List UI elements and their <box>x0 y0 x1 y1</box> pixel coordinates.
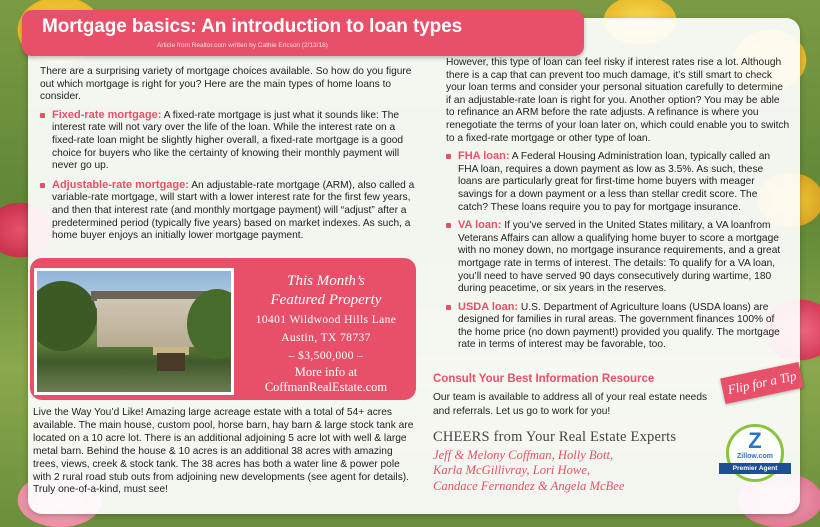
loan-item-fha <box>446 150 790 214</box>
zillow-logo-icon: Z <box>748 428 762 453</box>
property-price: – $3,500,000 – <box>288 350 364 362</box>
left-column <box>40 66 422 249</box>
right-column <box>446 57 790 357</box>
featured-heading-line2: Featured Property <box>270 292 382 308</box>
loan-item-fixed <box>40 109 422 173</box>
premier-agent-ribbon: Premier Agent <box>719 463 791 474</box>
property-photo <box>34 268 234 395</box>
loan-body-fha: A Federal Housing Administration loan, typically called an FHA loan, requires a down payment as low as 3.5%. As such, these loans are particularly great for first-time home buyers with meager savings for a down payment or a less than stellar credit score. The catch? These loans require you to pay for mortgage insurance. <box>458 151 771 213</box>
agent-names-line2: Karla McGillivray, Lori Howe, <box>433 463 591 478</box>
article-byline: Article from Realtor.com written by Cathie Ericson (2/13/18) <box>157 42 328 49</box>
loan-item-va <box>446 219 790 296</box>
zillow-name: Zillow.com <box>737 453 773 460</box>
cheers-heading: CHEERS from Your Real Estate Experts <box>433 429 677 445</box>
more-info-label: More info at <box>294 365 358 379</box>
property-description: Live the Way You’d Like! Amazing large acreage estate with a total of 54+ acres available. The main house, custom pool, horse barn, hay barn & large stock tank are located on a 10 acre lot. There is an additional adjoining 5 acre lot with well & large metal barn. Behind the house & 10 acres is an additional 38 acres with amazing trees, views, creek & stock tank. The 38 acres has both a water line & power pole with 2 rural road stub outs from adjoining new developments (see agent for details). Truly one-of-a-kind, must see! <box>33 407 414 496</box>
loan-title-usda: USDA loan: <box>458 300 519 313</box>
cheers-section <box>433 429 713 494</box>
consult-heading: Consult Your Best Information Resource <box>433 373 655 385</box>
zillow-premier-agent-badge <box>726 424 784 482</box>
loan-item-adjustable <box>40 179 422 243</box>
featured-property-card <box>30 258 416 400</box>
agent-names-line3: Candace Fernandez & Angela McBee <box>433 478 625 493</box>
intro-text: There are a surprising variety of mortgage choices available. So how do you figure out which mortgage is right for you? Here are the main types of home loans to consider. <box>40 66 412 103</box>
loan-title-fixed: Fixed-rate mortgage: <box>52 108 162 121</box>
adjustable-continued: However, this type of loan can feel risky if interest rates rise a lot. Although there is a cap that can prevent too much damage, it’s still smart to check your loan terms and consider your personal situation carefully to determine if an adjustable-rate loan is right for you. Another option? You may be able to refinance an ARM before the rate adjusts. A refinance is where you renegotiate the terms of your loan later on, which could enable you to switch to a fixed-rate mortgage or other type of loan. <box>446 57 790 144</box>
loan-item-usda <box>446 301 790 352</box>
consult-section <box>433 373 723 418</box>
property-city: Austin, TX 78737 <box>281 332 371 344</box>
loan-title-adjustable: Adjustable-rate mortgage: <box>52 178 189 191</box>
consult-text: Our team is available to address all of your real estate needs and referrals. Let us go to work for you! <box>433 392 708 417</box>
featured-heading-line1: This Month’s <box>287 273 365 289</box>
agent-names-line1: Jeff & Melony Coffman, Holly Bott, <box>433 448 614 462</box>
loan-title-fha: FHA loan: <box>458 150 510 163</box>
title-banner <box>22 10 584 56</box>
loan-body-adjustable: An adjustable-rate mortgage (ARM), also called a variable-rate mortgage, will start with a lower interest rate for the first few years, and then that interest rate (and monthly mortgage payment) will “adjust” after a predetermined period (typically five years) based on market indexes. As such, a home buyer enjoys an initially lower mortgage payment. <box>52 179 415 242</box>
loan-body-va: If you’ve served in the United States military, a VA loanfrom Veterans Affairs can allow a qualifying home buyer to score a mortgage with no money down, no mortgage insurance requirements, and a great mortgage rate in terms of interest. The details: To qualify for a VA loan, you’ll need to have served 90 days consecutively during wartime, 180 during peacetime, or six years in the reserves. <box>458 220 781 295</box>
page-title: Mortgage basics: An introduction to loan types <box>42 16 463 37</box>
loan-body-usda: U.S. Department of Agriculture loans (USDA loans) are designed for families in rural areas. The government finances 100% of the home price (no down payment!) provided you qualify. The mortgage rate in terms of interest may be favorable, too. <box>458 301 780 351</box>
loan-body-fixed: A fixed-rate mortgage is just what it sounds like: The interest rate will not vary over the life of the loan. While the interest rate on a fixed-rate loan might be slightly higher overall, a fixed-rate mortgage is a good choice for buyers who like the certainty of knowing their monthly payment will never go up. <box>52 109 404 172</box>
flip-for-tip-tab[interactable]: Flip for a Tip <box>720 362 804 404</box>
property-address: 10401 Wildwood Hills Lane <box>255 314 397 326</box>
loan-title-va: VA loan: <box>458 219 502 232</box>
property-website-link[interactable]: CoffmanRealEstate.com <box>264 380 388 394</box>
